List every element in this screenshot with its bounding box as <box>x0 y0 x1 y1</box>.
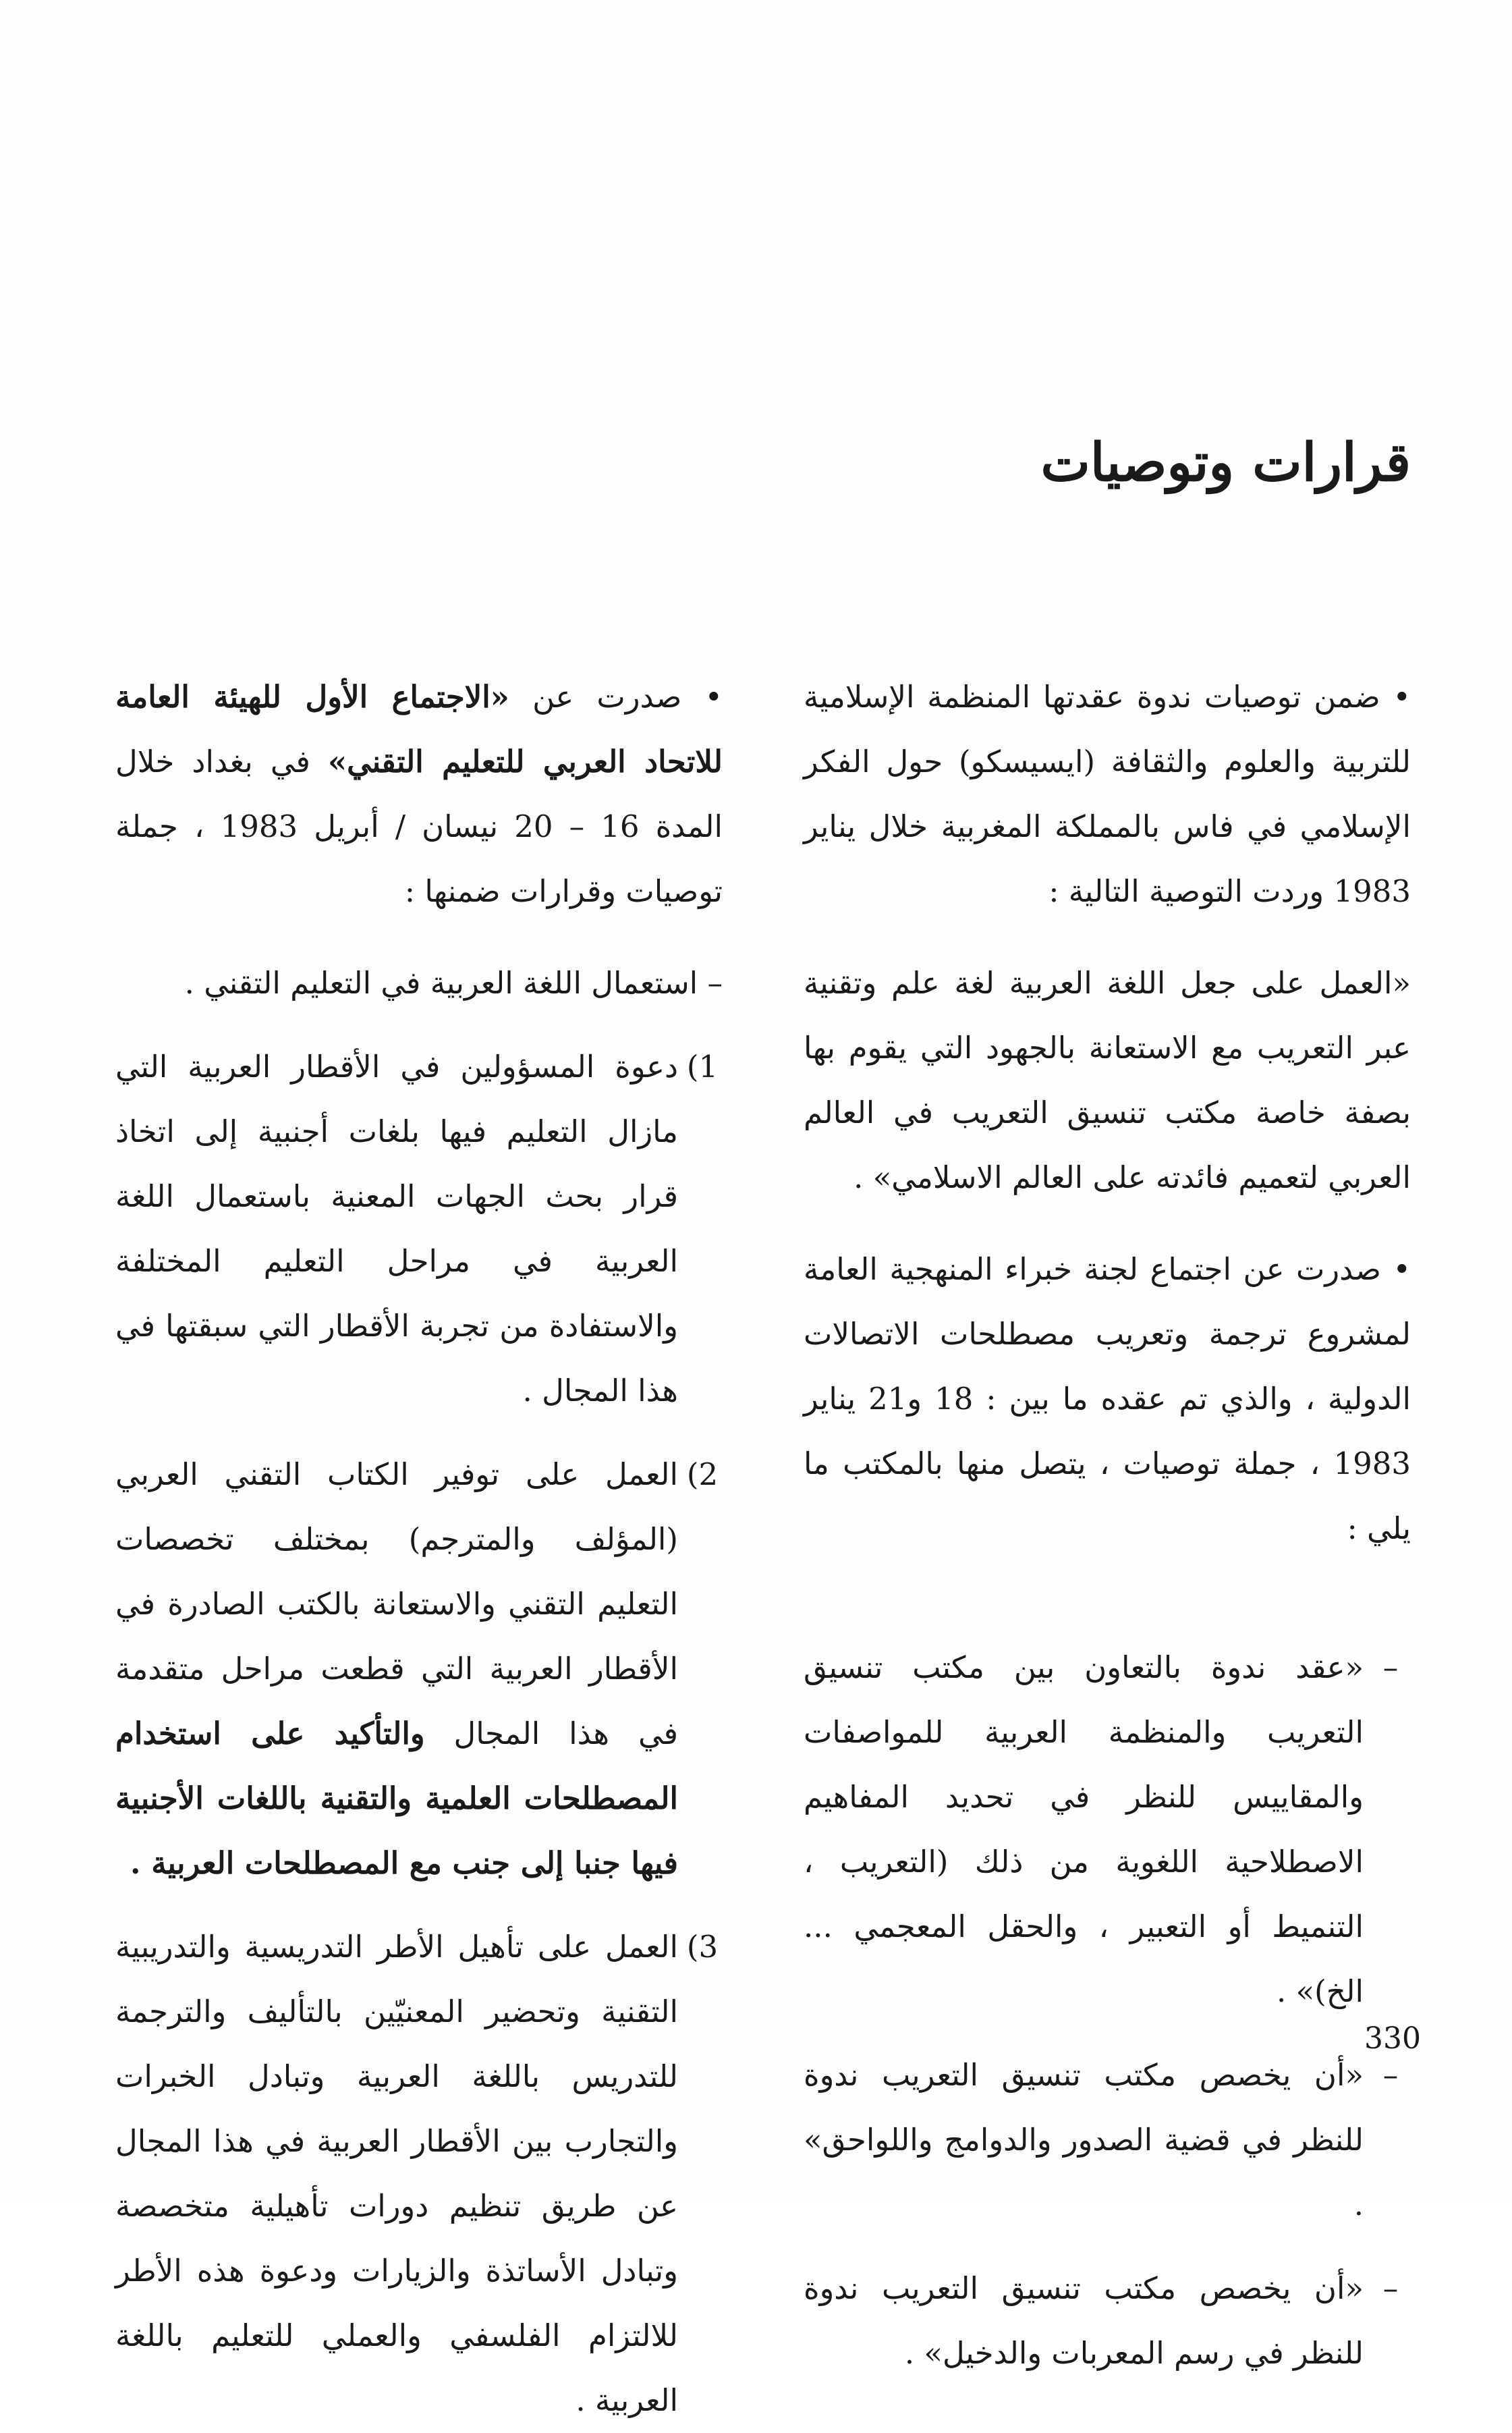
item-number: 1) <box>686 1049 719 1085</box>
subheading: – استعمال اللغة العربية في التعليم التقني . <box>184 965 723 1001</box>
numbered-item <box>115 1035 723 1423</box>
page-title: قرارات وتوصيات <box>1040 432 1411 493</box>
right-column <box>804 665 1411 2386</box>
list-item <box>804 1635 1411 2024</box>
list-item-text: «أن يخصص مكتب تنسيق التعريب ندوة للنظر في قضية الصدور والدوامج واللواحق» . <box>804 2057 1364 2222</box>
list-item <box>804 2043 1411 2237</box>
paragraph-experts-committee: • صدرت عن اجتماع لجنة خبراء المنهجية العامة لمشروع ترجمة وتعريب مصطلحات الاتصالات الدولية ، والذي تم عقده ما بين : 18 و21 يناير 1983 ، جملة توصيات ، يتصل منها بالمكتب ما يلي : <box>804 1251 1411 1546</box>
page-number: 330 <box>1364 2021 1421 2056</box>
paragraph-technical-education-meeting <box>115 665 723 924</box>
meeting-name: «الاجتماع الأول للهيئة العامة للاتحاد العربي للتعليم التقني» <box>115 679 723 780</box>
list-item-text: «عقد ندوة بالتعاون بين مكتب تنسيق التعريب والمنظمة العربية للمواصفات والمقاييس للنظر في تحديد المفاهيم الاصطلاحية اللغوية من ذلك (التعريب ، التنميط أو التعبير ، والحقل المعجمي ... الخ)» . <box>804 1649 1364 2009</box>
numbered-item-text: العمل على تأهيل الأطر التدريسية والتدريبية التقنية وتحضير المعنيّين بالتأليف والترجمة للتدريس باللغة العربية وتبادل الخبرات والتجارب بين الأقطار العربية في هذا المجال عن طريق تنظيم دورات تأهيلية متخصصة وتبادل الأساتذة والزيارات ودعوة هذه الأطر للالتزام الفلسفي والعملي للتعليم باللغة العربية . <box>115 1929 678 2418</box>
paragraph-quoted-recommendation: «العمل على جعل اللغة العربية لغة علم وتقنية عبر التعريب مع الاستعانة بالجهود التي يقوم بها بصفة خاصة مكتب تنسيق التعريب في العالم العربي لتعميم فائدته على العالم الاسلامي» . <box>804 965 1411 1195</box>
dash-marker: – <box>1382 2270 1399 2306</box>
numbered-item <box>115 1915 723 2433</box>
dash-marker: – <box>1382 1649 1399 1685</box>
numbered-item <box>115 1442 723 1896</box>
numbered-item-bold-text: والتأكيد على استخدام المصطلحات العلمية والتقنية باللغات الأجنبية فيها جنبا إلى جنب مع المصطلحات العربية . <box>115 1716 678 1881</box>
numbered-item-text: العمل على توفير الكتاب التقني العربي (المؤلف والمترجم) بمختلف تخصصات التعليم التقني والاستعانة بالكتب الصادرة في الأقطار العربية التي قطعت مراحل متقدمة في هذا المجال <box>115 1456 679 1751</box>
left-column <box>115 665 723 2433</box>
intro-prefix: • صدرت عن <box>509 679 723 715</box>
paragraph-isesco-recommendation: • ضمن توصيات ندوة عقدتها المنظمة الإسلامية للتربية والعلوم والثقافة (ايسيسكو) حول الفكر الإسلامي في فاس بالمملكة المغربية خلال يناير 1983 وردت التوصية التالية : <box>804 679 1411 909</box>
list-item <box>804 2256 1411 2386</box>
item-number: 2) <box>686 1456 719 1492</box>
item-number: 3) <box>686 1929 719 1965</box>
numbered-item-text: دعوة المسؤولين في الأقطار العربية التي مازال التعليم فيها بلغات أجنبية إلى اتخاذ قرار بحث الجهات المعنية باستعمال اللغة العربية في مراحل التعليم المختلفة والاستفادة من تجربة الأقطار التي سبقتها في هذا المجال . <box>115 1049 678 1409</box>
list-item-text: «أن يخصص مكتب تنسيق التعريب ندوة للنظر في رسم المعربات والدخيل» . <box>804 2270 1364 2371</box>
dash-marker: – <box>1382 2057 1399 2093</box>
intro-suffix: في بغداد خلال المدة 16 – 20 نيسان / أبريل 1983 ، جملة توصيات وقرارات ضمنها : <box>115 744 723 909</box>
